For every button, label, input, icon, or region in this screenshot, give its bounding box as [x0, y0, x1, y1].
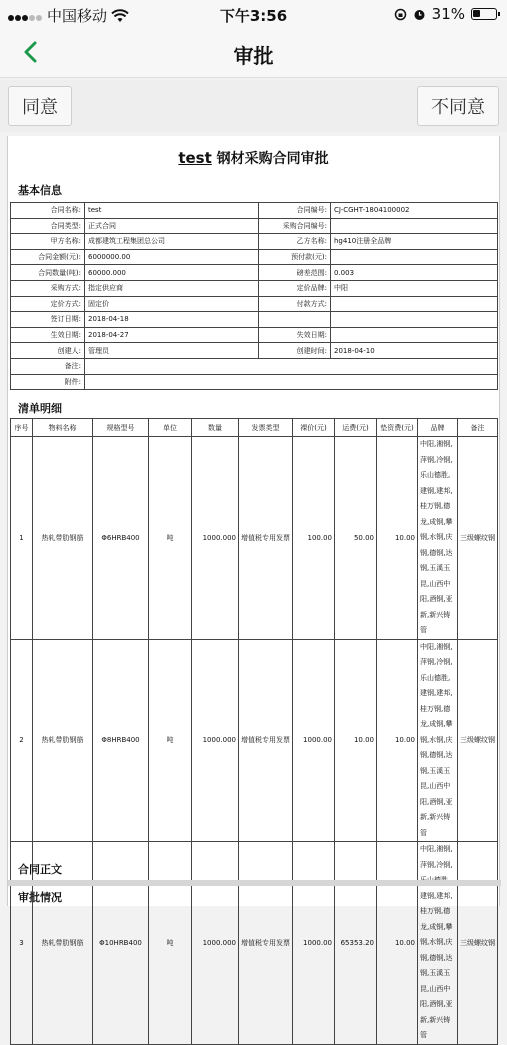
- document-title-name: test: [178, 149, 212, 167]
- items-cell: 3: [11, 842, 33, 1045]
- status-bar: [0, 0, 507, 28]
- items-cell: 10.00: [377, 437, 418, 640]
- remark-row-label: 备注:: [11, 358, 85, 374]
- items-column-header: 序号: [11, 419, 33, 437]
- items-cell: 10.00: [377, 639, 418, 842]
- battery-icon: [471, 8, 497, 20]
- items-cell: 中阳,湘钢,萍钢,冷钢,乐山德胜,建钢,建邦,桂万钢,德龙,成钢,攀钢,水钢,庆钢,德钢,达钢,玉溪玉昆,山西中阳,酒钢,亚新,新兴铸管: [418, 639, 458, 842]
- items-cell: 1: [11, 437, 33, 640]
- info-label: 定价品牌:: [259, 280, 331, 296]
- info-row: [11, 249, 498, 265]
- info-label: 创建人:: [11, 343, 85, 359]
- nav-bar: [0, 28, 507, 78]
- info-value: [331, 218, 498, 234]
- action-bar: [0, 80, 507, 132]
- table-row: [11, 639, 498, 842]
- items-cell: 三级螺纹钢: [458, 437, 498, 640]
- items-cell: 2: [11, 639, 33, 842]
- info-row: [11, 343, 498, 359]
- document-title: [8, 148, 499, 168]
- info-value: [331, 249, 498, 265]
- status-time: 下午3:56: [219, 7, 288, 25]
- attachment-row-label: 附件:: [11, 374, 85, 390]
- info-label: 合同名称:: [11, 203, 85, 219]
- info-value: 2018-04-18: [85, 312, 259, 328]
- items-cell: Φ6HRB400: [93, 437, 149, 640]
- info-label: 采购方式:: [11, 280, 85, 296]
- page-title: 审批: [233, 44, 274, 68]
- info-label: 合同类型:: [11, 218, 85, 234]
- items-cell: 1000.00: [293, 639, 335, 842]
- approve-button[interactable]: 同意: [8, 86, 72, 126]
- info-value: 指定供应商: [85, 280, 259, 296]
- info-row: [11, 234, 498, 250]
- items-cell: 增值税专用发票: [239, 437, 293, 640]
- info-value: CJ-CGHT-1804100002: [331, 203, 498, 219]
- items-cell: 50.00: [335, 437, 377, 640]
- items-column-header: 物料名称: [33, 419, 93, 437]
- attachment-row-value: [85, 374, 498, 390]
- info-row: [11, 327, 498, 343]
- info-row: [11, 218, 498, 234]
- basic-info-heading: 基本信息: [18, 184, 62, 197]
- items-cell: 1000.000: [192, 437, 239, 640]
- items-column-header: 单位: [149, 419, 192, 437]
- info-label: 生效日期:: [11, 327, 85, 343]
- remark-row: [11, 358, 498, 374]
- items-cell: 吨: [149, 437, 192, 640]
- items-column-header: 发票类型: [239, 419, 293, 437]
- remark-row-value: [85, 358, 498, 374]
- items-cell: 增值税专用发票: [239, 639, 293, 842]
- items-column-header: 运费(元): [335, 419, 377, 437]
- items-column-header: 品牌: [418, 419, 458, 437]
- info-label: 采购合同编号:: [259, 218, 331, 234]
- section-divider: [8, 880, 501, 886]
- info-value: 正式合同: [85, 218, 259, 234]
- table-row: [11, 437, 498, 640]
- items-cell: 三级螺纹钢: [458, 842, 498, 1045]
- info-row: [11, 312, 498, 328]
- items-cell: 1000.000: [192, 842, 239, 1045]
- table-row: [11, 842, 498, 1045]
- info-label: 签订日期:: [11, 312, 85, 328]
- items-cell: 10.00: [335, 639, 377, 842]
- items-cell: 中阳,湘钢,萍钢,冷钢,乐山德胜,建钢,建邦,桂万钢,德龙,成钢,攀钢,水钢,庆钢,德钢,达钢,玉溪玉昆,山西中阳,酒钢,亚新,新兴铸管: [418, 437, 458, 640]
- contract-document: [7, 136, 500, 1039]
- info-value: 6000000.00: [85, 249, 259, 265]
- info-label: 合同编号:: [259, 203, 331, 219]
- info-label: 合同数量(吨):: [11, 265, 85, 281]
- items-column-header: 备注: [458, 419, 498, 437]
- info-value: 中阳: [331, 280, 498, 296]
- battery-percent: 31%: [431, 5, 465, 23]
- items-cell: Φ10HRB400: [93, 842, 149, 1045]
- info-value: 2018-04-10: [331, 343, 498, 359]
- contract-text-heading: 合同正文: [18, 863, 62, 876]
- items-table: [10, 418, 498, 1045]
- document-title-suffix: 钢材采购合同审批: [211, 151, 329, 167]
- info-row: [11, 265, 498, 281]
- items-cell: 中阳,湘钢,萍钢,冷钢, 建钢,建邦,桂万钢,德龙,成钢,攀钢,水钢,庆钢,德钢,达钢,玉溪玉昆,山西中阳,酒钢,亚新,新兴铸管: [418, 842, 458, 1045]
- info-label: 磅差范围:: [259, 265, 331, 281]
- info-label: 乙方名称:: [259, 234, 331, 250]
- info-row: [11, 280, 498, 296]
- items-column-header: 规格型号: [93, 419, 149, 437]
- reject-button[interactable]: 不同意: [417, 86, 499, 126]
- info-value: 固定价: [85, 296, 259, 312]
- info-value: 0.003: [331, 265, 498, 281]
- items-cell: 热轧带肋钢筋: [33, 437, 93, 640]
- info-label: 创建时间:: [259, 343, 331, 359]
- items-cell: 1000.000: [192, 639, 239, 842]
- carrier-label: 中国移动: [47, 7, 108, 25]
- items-cell: 1000.00: [293, 842, 335, 1045]
- info-label: 定价方式:: [11, 296, 85, 312]
- status-right-group: [394, 5, 497, 23]
- items-cell: 100.00: [293, 437, 335, 640]
- info-value: 60000.000: [85, 265, 259, 281]
- info-label: 甲方名称:: [11, 234, 85, 250]
- info-label: 付款方式:: [259, 296, 331, 312]
- info-value: 2018-04-27: [85, 327, 259, 343]
- rotation-lock-icon: [394, 8, 407, 21]
- info-label: 合同金额(元):: [11, 249, 85, 265]
- approval-heading: 审批情况: [18, 891, 62, 904]
- items-column-header: 数量: [192, 419, 239, 437]
- info-label: 预付款(元):: [259, 249, 331, 265]
- items-heading: 清单明细: [18, 402, 62, 415]
- items-cell: Φ8HRB400: [93, 639, 149, 842]
- items-cell: 三级螺纹钢: [458, 639, 498, 842]
- info-value: hg410注册全品牌: [331, 234, 498, 250]
- items-cell: 增值税专用发票: [239, 842, 293, 1045]
- info-value: [331, 327, 498, 343]
- items-cell: 热轧带肋钢筋: [33, 639, 93, 842]
- items-cell: 吨: [149, 639, 192, 842]
- info-value: [331, 312, 498, 328]
- info-label: [259, 312, 331, 328]
- items-cell: 65353.20: [335, 842, 377, 1045]
- info-value: 成都建筑工程集团总公司: [85, 234, 259, 250]
- info-value: test: [85, 203, 259, 219]
- info-value: [331, 296, 498, 312]
- info-value: 管理员: [85, 343, 259, 359]
- info-label: 失效日期:: [259, 327, 331, 343]
- alarm-icon: [413, 8, 426, 21]
- basic-info-table: [10, 202, 498, 390]
- info-row: [11, 203, 498, 219]
- items-cell: 热轧带肋钢筋: [33, 842, 93, 1045]
- items-cell: 10.00: [377, 842, 418, 1045]
- items-column-header: 垫资费(元): [377, 419, 418, 437]
- info-row: [11, 296, 498, 312]
- items-cell: 吨: [149, 842, 192, 1045]
- items-column-header: 裸价(元): [293, 419, 335, 437]
- attachment-row: [11, 374, 498, 390]
